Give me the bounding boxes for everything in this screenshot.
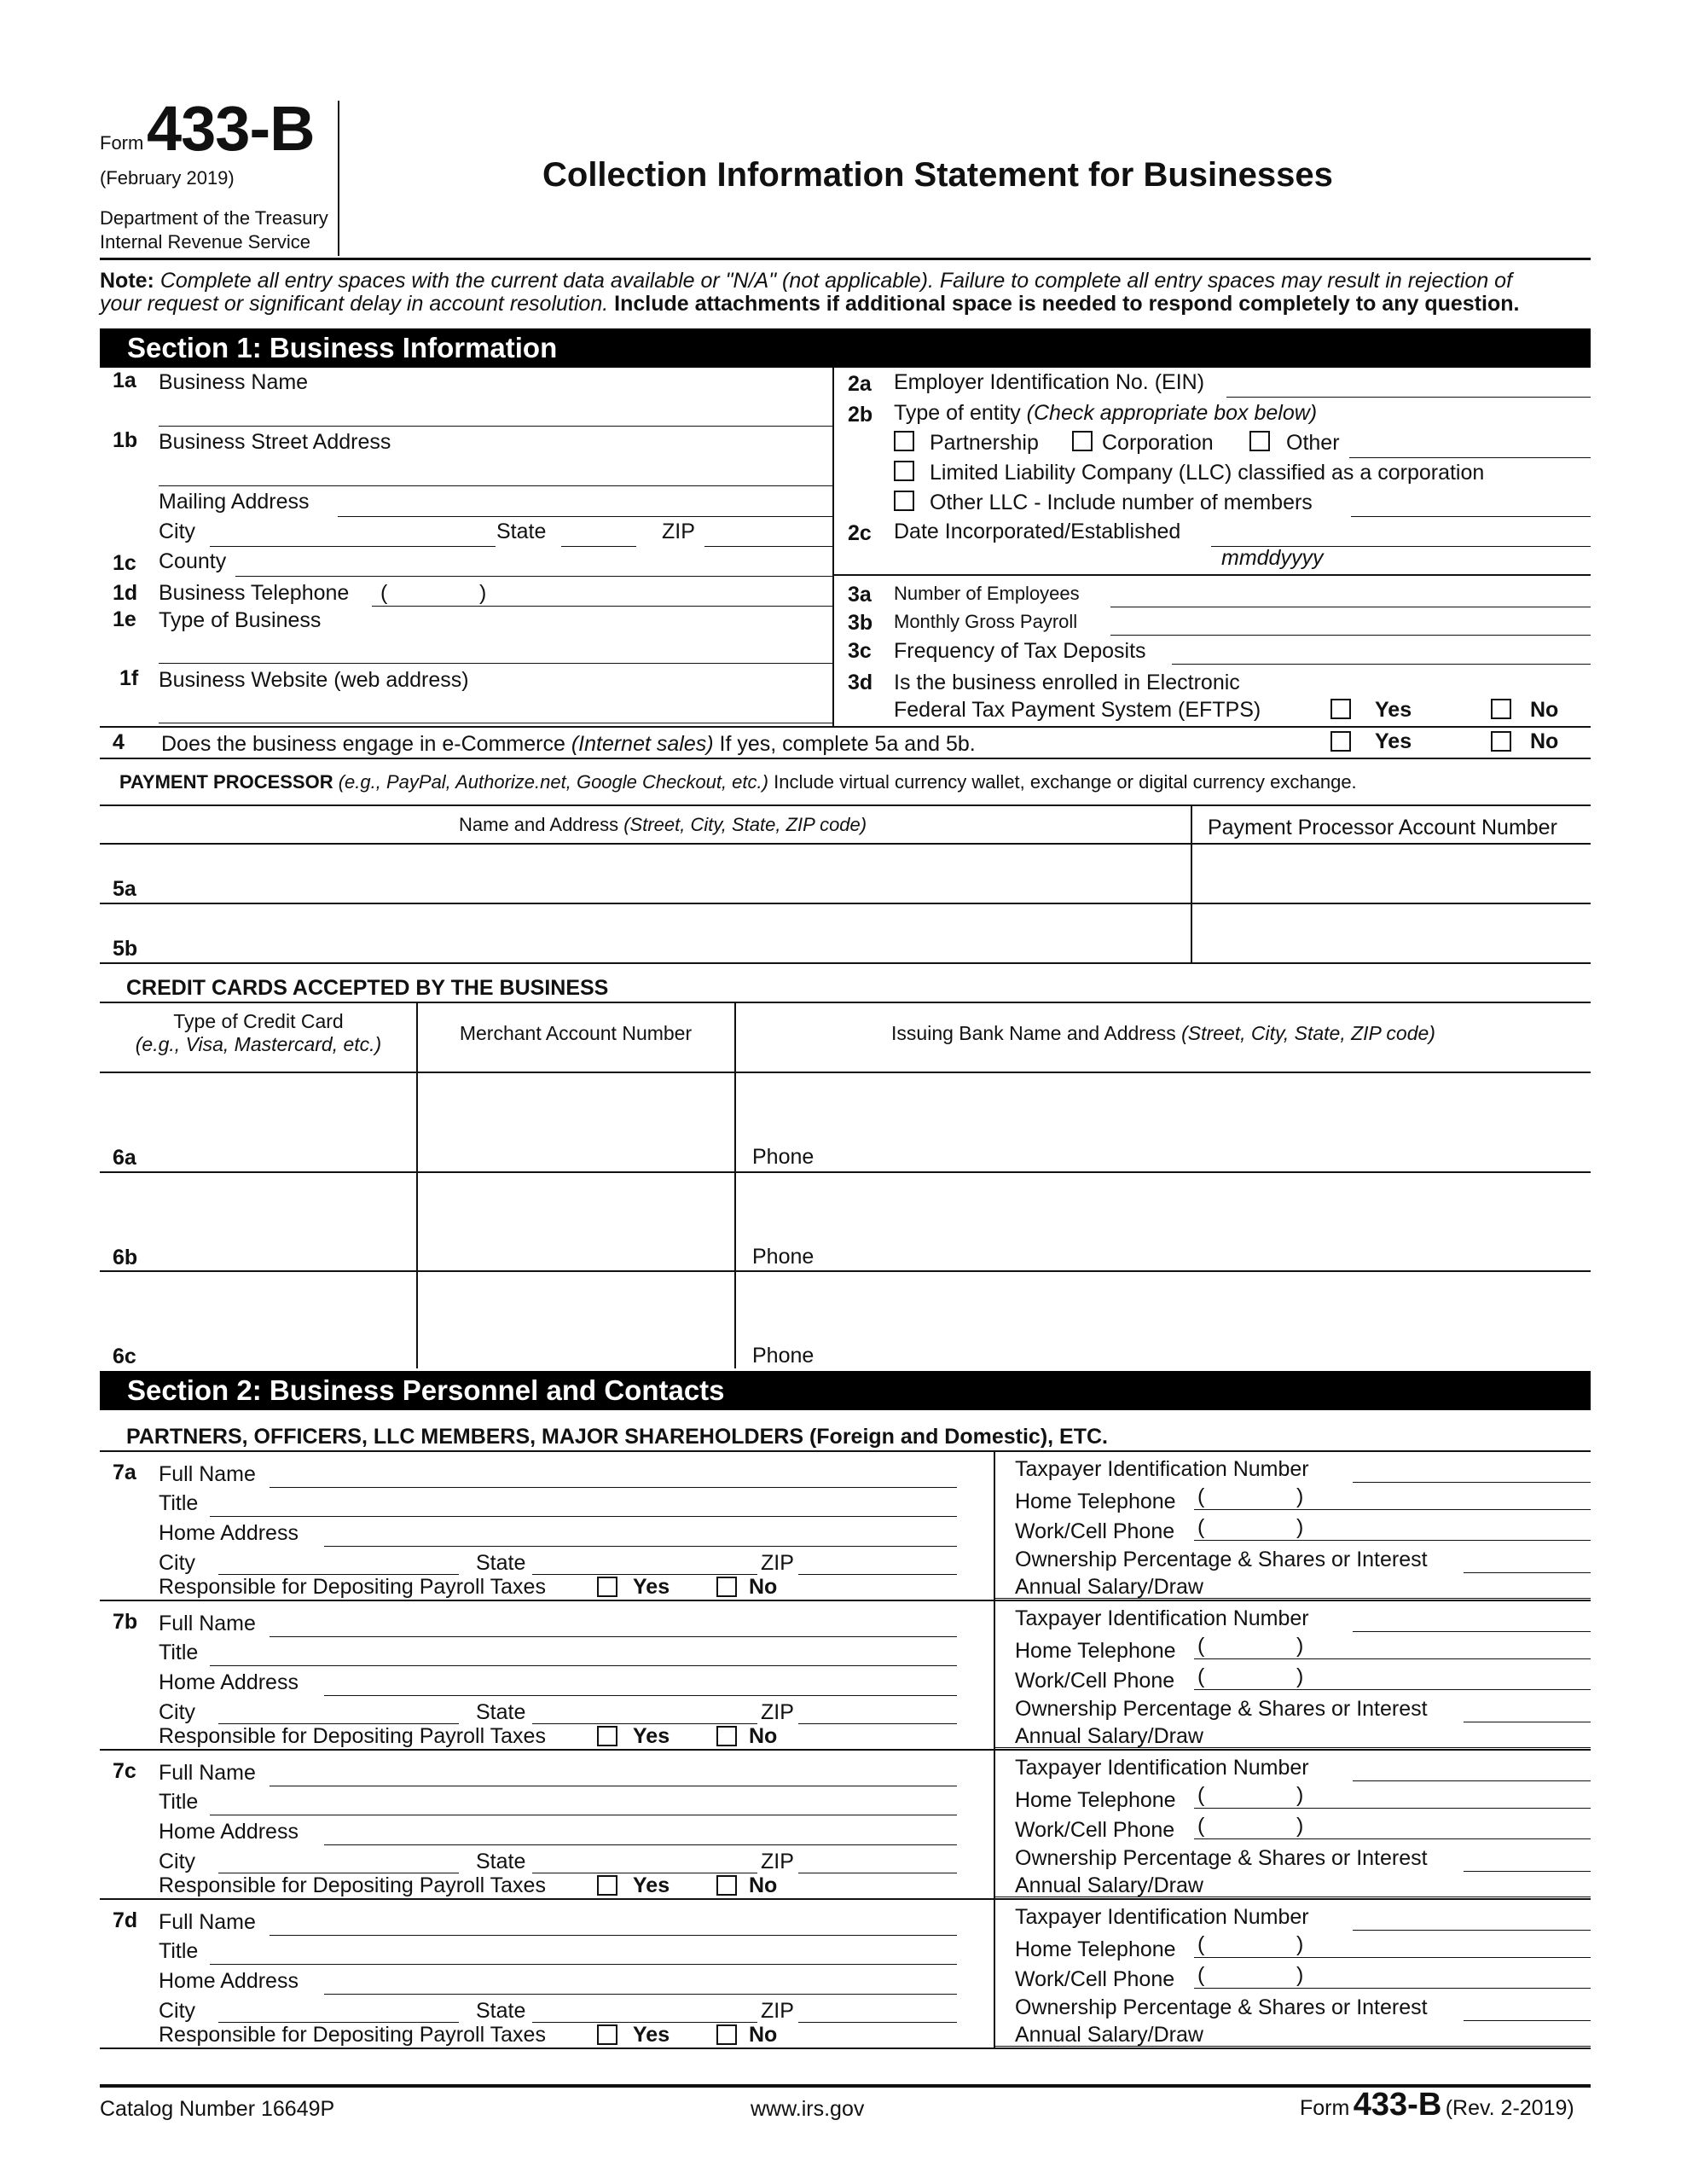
partnership-checkbox[interactable] <box>894 431 914 451</box>
date-incorporated-input[interactable] <box>1211 525 1591 547</box>
payroll-responsible-label: Responsible for Depositing Payroll Taxes <box>159 1575 546 1599</box>
yes-label: Yes <box>1375 729 1412 753</box>
salary-input[interactable] <box>994 1875 1591 1897</box>
salary-label: Annual Salary/Draw <box>1015 2023 1203 2047</box>
item-number: 2b <box>848 403 873 427</box>
tin-label: Taxpayer Identification Number <box>1015 1905 1309 1929</box>
paren-close: ) <box>1296 1814 1304 1838</box>
tin-label: Taxpayer Identification Number <box>1015 1606 1309 1630</box>
home-phone-label: Home Telephone <box>1015 1788 1176 1812</box>
business-name-input[interactable] <box>159 404 832 427</box>
paren-close: ) <box>479 581 487 605</box>
footer-form-id: Form 433-B (Rev. 2-2019) <box>1300 2087 1574 2123</box>
state-label: State <box>476 1551 526 1575</box>
divider <box>100 1898 1591 1900</box>
other-entity-label: Other <box>1286 431 1340 455</box>
title-label: Title <box>159 1491 199 1515</box>
ein-input[interactable] <box>1226 375 1591 398</box>
zip-input[interactable] <box>798 1851 957 1873</box>
full-name-input[interactable] <box>270 1615 957 1637</box>
divider <box>100 1002 1591 1003</box>
payroll-no-checkbox[interactable] <box>716 1577 737 1597</box>
header-divider <box>338 101 339 256</box>
row-number: 5b <box>113 937 138 961</box>
city-label: City <box>159 1999 196 2023</box>
item-number: 3b <box>848 611 873 635</box>
divider <box>100 903 1591 904</box>
city-label: City <box>159 1700 196 1724</box>
full-name-input[interactable] <box>270 1764 957 1786</box>
item-number: 1a <box>113 369 136 392</box>
work-phone-label: Work/Cell Phone <box>1015 1519 1175 1543</box>
processor-5b-account-input[interactable] <box>1199 935 1583 957</box>
paren-open: ( <box>1197 1484 1205 1508</box>
item-number: 2c <box>848 521 872 545</box>
no-label: No <box>1530 698 1559 722</box>
item-number: 2a <box>848 372 872 396</box>
item-number: 3a <box>848 583 872 607</box>
divider <box>832 574 1591 576</box>
divider <box>100 1270 1591 1272</box>
note-line-2: your request or significant delay in account resolution. Include attachments if additional space is needed to respond completely to any question. <box>100 292 1520 316</box>
other-llc-checkbox[interactable] <box>894 491 914 511</box>
eftps-no-checkbox[interactable] <box>1491 699 1511 719</box>
form-revision: (February 2019) <box>100 167 235 189</box>
tin-input[interactable] <box>1353 1461 1591 1483</box>
mailing-address-input[interactable] <box>338 495 832 517</box>
catalog-number: Catalog Number 16649P <box>100 2097 335 2121</box>
divider <box>100 962 1591 964</box>
paren-close: ) <box>1296 1515 1304 1539</box>
tin-input[interactable] <box>1353 1908 1591 1931</box>
salary-label: Annual Salary/Draw <box>1015 1873 1203 1897</box>
no-label: No <box>749 1724 778 1748</box>
divider <box>100 1450 1591 1452</box>
ecommerce-no-checkbox[interactable] <box>1491 731 1511 752</box>
title-label: Title <box>159 1939 199 1963</box>
home-phone-label: Home Telephone <box>1015 1937 1176 1961</box>
salary-label: Annual Salary/Draw <box>1015 1575 1203 1599</box>
state-label: State <box>476 1850 526 1873</box>
home-address-label: Home Address <box>159 1820 299 1844</box>
paren-open: ( <box>1197 1664 1205 1688</box>
full-name-input[interactable] <box>270 1466 957 1488</box>
zip-label: ZIP <box>761 1700 794 1724</box>
date-format-hint: mmddyyyy <box>1221 546 1324 570</box>
ownership-input[interactable] <box>1464 1999 1591 2021</box>
divider <box>100 1171 1591 1173</box>
item-number: 3c <box>848 639 872 663</box>
divider <box>100 726 1591 728</box>
tin-input[interactable] <box>1353 1759 1591 1781</box>
card-column-divider-2 <box>734 1002 736 1368</box>
payroll-yes-checkbox[interactable] <box>597 1726 617 1746</box>
employees-input[interactable] <box>1110 585 1591 607</box>
person-number: 7b <box>113 1610 138 1634</box>
payroll-no-checkbox[interactable] <box>716 1875 737 1896</box>
work-phone-input[interactable] <box>1194 1966 1591 1989</box>
paren-close: ) <box>1296 1783 1304 1807</box>
processor-column-divider <box>1191 804 1192 963</box>
type-business-input[interactable] <box>159 642 832 664</box>
zip-input[interactable] <box>798 1702 957 1724</box>
city-label: City <box>159 1850 196 1873</box>
paren-close: ) <box>1296 1963 1304 1987</box>
section-1-column-divider <box>832 368 834 726</box>
eftps-label-line2: Federal Tax Payment System (EFTPS) <box>894 698 1261 722</box>
work-phone-label: Work/Cell Phone <box>1015 1818 1175 1842</box>
paren-close: ) <box>1296 1634 1304 1658</box>
divider <box>100 843 1591 845</box>
full-name-label: Full Name <box>159 1612 256 1635</box>
home-address-input[interactable] <box>324 1972 957 1995</box>
payroll-no-checkbox[interactable] <box>716 2024 737 2045</box>
state-input[interactable] <box>532 1553 757 1575</box>
home-phone-input[interactable] <box>1194 1637 1591 1659</box>
title-input[interactable] <box>210 1495 957 1517</box>
no-label: No <box>749 2023 778 2047</box>
telephone-label: Business Telephone <box>159 581 350 605</box>
item-number: 1f <box>119 666 139 690</box>
partnership-label: Partnership <box>930 431 1039 455</box>
street-address-input[interactable] <box>159 464 832 486</box>
phone-label: Phone <box>752 1145 815 1169</box>
ecommerce-yes-checkbox[interactable] <box>1330 731 1351 752</box>
payment-processor-heading: PAYMENT PROCESSOR (e.g., PayPal, Authorize.net, Google Checkout, etc.) Include virtual currency wallet, exchange or digital currency exchange. <box>119 771 1357 793</box>
ownership-input[interactable] <box>1464 1850 1591 1872</box>
paren-close: ) <box>1296 1484 1304 1508</box>
city-label: City <box>159 520 196 543</box>
work-phone-label: Work/Cell Phone <box>1015 1669 1175 1693</box>
county-input[interactable] <box>235 555 832 577</box>
city-input[interactable] <box>218 2001 459 2023</box>
home-phone-label: Home Telephone <box>1015 1490 1176 1513</box>
salary-input[interactable] <box>994 2024 1591 2047</box>
person-number: 7d <box>113 1908 138 1932</box>
yes-label: Yes <box>633 2023 670 2047</box>
zip-input[interactable] <box>704 525 832 547</box>
payroll-responsible-label: Responsible for Depositing Payroll Taxes <box>159 1873 546 1897</box>
state-label: State <box>476 1999 526 2023</box>
yes-label: Yes <box>1375 698 1412 722</box>
website-label: Business Website (web address) <box>159 668 469 692</box>
ownership-label: Ownership Percentage & Shares or Interest <box>1015 1846 1428 1870</box>
paren-open: ( <box>380 581 388 605</box>
home-address-input[interactable] <box>324 1674 957 1696</box>
street-address-label: Business Street Address <box>159 430 391 454</box>
credit-cards-heading: CREDIT CARDS ACCEPTED BY THE BUSINESS <box>126 976 609 1000</box>
work-phone-input[interactable] <box>1194 1817 1591 1839</box>
state-input[interactable] <box>532 1702 757 1724</box>
payroll-yes-checkbox[interactable] <box>597 2024 617 2045</box>
payroll-responsible-label: Responsible for Depositing Payroll Taxes <box>159 2023 546 2047</box>
date-incorporated-label: Date Incorporated/Established <box>894 520 1181 543</box>
other-entity-input[interactable] <box>1349 436 1591 458</box>
city-input[interactable] <box>218 1851 459 1873</box>
personnel-heading: PARTNERS, OFFICERS, LLC MEMBERS, MAJOR SHAREHOLDERS (Foreign and Domestic), ETC. <box>126 1425 1108 1449</box>
home-phone-input[interactable] <box>1194 1936 1591 1958</box>
ownership-label: Ownership Percentage & Shares or Interest <box>1015 1697 1428 1721</box>
work-phone-label: Work/Cell Phone <box>1015 1967 1175 1991</box>
note-line-1: Note: Complete all entry spaces with the current data available or "N/A" (not applicable). Failure to complete all entry spaces may result in rejection of <box>100 269 1513 293</box>
paren-close: ) <box>1296 1664 1304 1688</box>
col-merchant-account: Merchant Account Number <box>459 1022 693 1044</box>
full-name-label: Full Name <box>159 1462 256 1486</box>
department: Department of the Treasury <box>100 207 328 229</box>
person-number: 7a <box>113 1461 136 1484</box>
header-rule <box>100 258 1591 260</box>
item-number: 4 <box>113 730 125 754</box>
paren-close: ) <box>1296 1932 1304 1956</box>
home-phone-input[interactable] <box>1194 1488 1591 1510</box>
payroll-no-checkbox[interactable] <box>716 1726 737 1746</box>
item-number: 1b <box>113 428 138 452</box>
col-processor-account: Payment Processor Account Number <box>1208 816 1557 839</box>
payroll-yes-checkbox[interactable] <box>597 1577 617 1597</box>
zip-input[interactable] <box>798 2001 957 2023</box>
salary-label: Annual Salary/Draw <box>1015 1724 1203 1748</box>
zip-label: ZIP <box>761 1551 794 1575</box>
state-label: State <box>496 520 547 543</box>
row-number: 6c <box>113 1345 136 1368</box>
state-input[interactable] <box>532 1851 757 1873</box>
full-name-label: Full Name <box>159 1761 256 1785</box>
home-phone-label: Home Telephone <box>1015 1639 1176 1663</box>
yes-label: Yes <box>633 1724 670 1748</box>
item-number: 1d <box>113 581 138 605</box>
city-input[interactable] <box>210 525 496 547</box>
home-phone-input[interactable] <box>1194 1786 1591 1809</box>
county-label: County <box>159 549 227 573</box>
title-input[interactable] <box>210 1644 957 1666</box>
processor-5a-account-input[interactable] <box>1199 875 1583 897</box>
col-issuing-bank: Issuing Bank Name and Address (Street, City, State, ZIP code) <box>891 1022 1435 1044</box>
divider <box>100 2048 1591 2049</box>
divider <box>100 1072 1591 1073</box>
row-number: 6b <box>113 1246 138 1269</box>
home-address-label: Home Address <box>159 1670 299 1694</box>
frequency-input[interactable] <box>1172 642 1591 665</box>
tin-input[interactable] <box>1353 1610 1591 1632</box>
page-title: Collection Information Statement for Businesses <box>542 156 1333 194</box>
home-address-input[interactable] <box>324 1823 957 1845</box>
title-label: Title <box>159 1641 199 1664</box>
eftps-label-line1: Is the business enrolled in Electronic <box>894 671 1240 694</box>
frequency-label: Frequency of Tax Deposits <box>894 639 1146 663</box>
item-number: 1e <box>113 607 136 631</box>
no-label: No <box>749 1873 778 1897</box>
llc-corporation-checkbox[interactable] <box>894 461 914 481</box>
row-number: 5a <box>113 877 136 901</box>
city-input[interactable] <box>218 1553 459 1575</box>
payroll-input[interactable] <box>1110 613 1591 636</box>
processor-5a-name-input[interactable] <box>159 875 1182 897</box>
paren-open: ( <box>1197 1783 1205 1807</box>
title-input[interactable] <box>210 1943 957 1965</box>
city-input[interactable] <box>218 1702 459 1724</box>
divider <box>100 1749 1591 1751</box>
yes-label: Yes <box>633 1873 670 1897</box>
zip-label: ZIP <box>761 1999 794 2023</box>
no-label: No <box>749 1575 778 1599</box>
website-input[interactable] <box>159 701 832 723</box>
telephone-input[interactable] <box>372 584 832 607</box>
divider <box>100 1600 1591 1601</box>
corporation-checkbox[interactable] <box>1072 431 1093 451</box>
col-name-address: Name and Address (Street, City, State, ZIP code) <box>459 814 867 835</box>
paren-open: ( <box>1197 1634 1205 1658</box>
no-label: No <box>1530 729 1559 753</box>
ecommerce-question: Does the business engage in e-Commerce (Internet sales) If yes, complete 5a and 5b. <box>161 732 976 756</box>
ownership-label: Ownership Percentage & Shares or Interest <box>1015 1548 1428 1571</box>
entity-type-label: Type of entity (Check appropriate box below) <box>894 401 1318 425</box>
home-address-input[interactable] <box>324 1525 957 1547</box>
eftps-yes-checkbox[interactable] <box>1330 699 1351 719</box>
city-label: City <box>159 1551 196 1575</box>
full-name-input[interactable] <box>270 1914 957 1936</box>
card-column-divider-1 <box>416 1002 418 1368</box>
employees-label: Number of Employees <box>894 583 1080 604</box>
ownership-input[interactable] <box>1464 1700 1591 1722</box>
col-card-type: Type of Credit Card (e.g., Visa, Mastercard, etc.) <box>135 1010 382 1055</box>
irs-website: www.irs.gov <box>751 2097 865 2121</box>
tin-label: Taxpayer Identification Number <box>1015 1756 1309 1780</box>
type-business-label: Type of Business <box>159 608 322 632</box>
ownership-label: Ownership Percentage & Shares or Interest <box>1015 1995 1428 2019</box>
divider <box>100 758 1591 759</box>
salary-input[interactable] <box>994 1577 1591 1599</box>
paren-open: ( <box>1197 1932 1205 1956</box>
payroll-yes-checkbox[interactable] <box>597 1875 617 1896</box>
payroll-responsible-label: Responsible for Depositing Payroll Taxes <box>159 1724 546 1748</box>
llc-corporation-label: Limited Liability Company (LLC) classified as a corporation <box>930 461 1485 485</box>
ein-label: Employer Identification No. (EIN) <box>894 370 1205 394</box>
phone-label: Phone <box>752 1245 815 1269</box>
zip-label: ZIP <box>662 520 695 543</box>
state-label: State <box>476 1700 526 1724</box>
business-name-label: Business Name <box>159 370 309 394</box>
paren-open: ( <box>1197 1515 1205 1539</box>
zip-label: ZIP <box>761 1850 794 1873</box>
divider <box>100 804 1591 806</box>
corporation-label: Corporation <box>1102 431 1214 455</box>
llc-members-input[interactable] <box>1351 495 1591 517</box>
agency: Internal Revenue Service <box>100 231 311 253</box>
zip-input[interactable] <box>798 1553 957 1575</box>
tin-label: Taxpayer Identification Number <box>1015 1457 1309 1481</box>
form-word: Form <box>100 132 144 154</box>
form-number: 433-B <box>147 93 315 164</box>
row-number: 6a <box>113 1146 136 1170</box>
ownership-input[interactable] <box>1464 1551 1591 1573</box>
work-phone-input[interactable] <box>1194 1668 1591 1690</box>
payroll-label: Monthly Gross Payroll <box>894 611 1078 632</box>
mailing-address-label: Mailing Address <box>159 490 310 514</box>
state-input[interactable] <box>561 525 636 547</box>
full-name-label: Full Name <box>159 1910 256 1934</box>
paren-open: ( <box>1197 1814 1205 1838</box>
salary-input[interactable] <box>994 1726 1591 1748</box>
yes-label: Yes <box>633 1575 670 1599</box>
home-address-label: Home Address <box>159 1969 299 1993</box>
other-llc-label: Other LLC - Include number of members <box>930 491 1313 514</box>
section-1-header: Section 1: Business Information <box>100 328 1591 368</box>
person-number: 7c <box>113 1759 136 1783</box>
item-number: 3d <box>848 671 873 694</box>
item-number: 1c <box>113 551 136 575</box>
processor-5b-name-input[interactable] <box>159 935 1182 957</box>
state-input[interactable] <box>532 2001 757 2023</box>
title-label: Title <box>159 1790 199 1814</box>
paren-open: ( <box>1197 1963 1205 1987</box>
work-phone-input[interactable] <box>1194 1519 1591 1541</box>
title-input[interactable] <box>210 1793 957 1815</box>
home-address-label: Home Address <box>159 1521 299 1545</box>
section-2-header: Section 2: Business Personnel and Contacts <box>100 1371 1591 1410</box>
other-entity-checkbox[interactable] <box>1249 431 1270 451</box>
phone-label: Phone <box>752 1344 815 1368</box>
